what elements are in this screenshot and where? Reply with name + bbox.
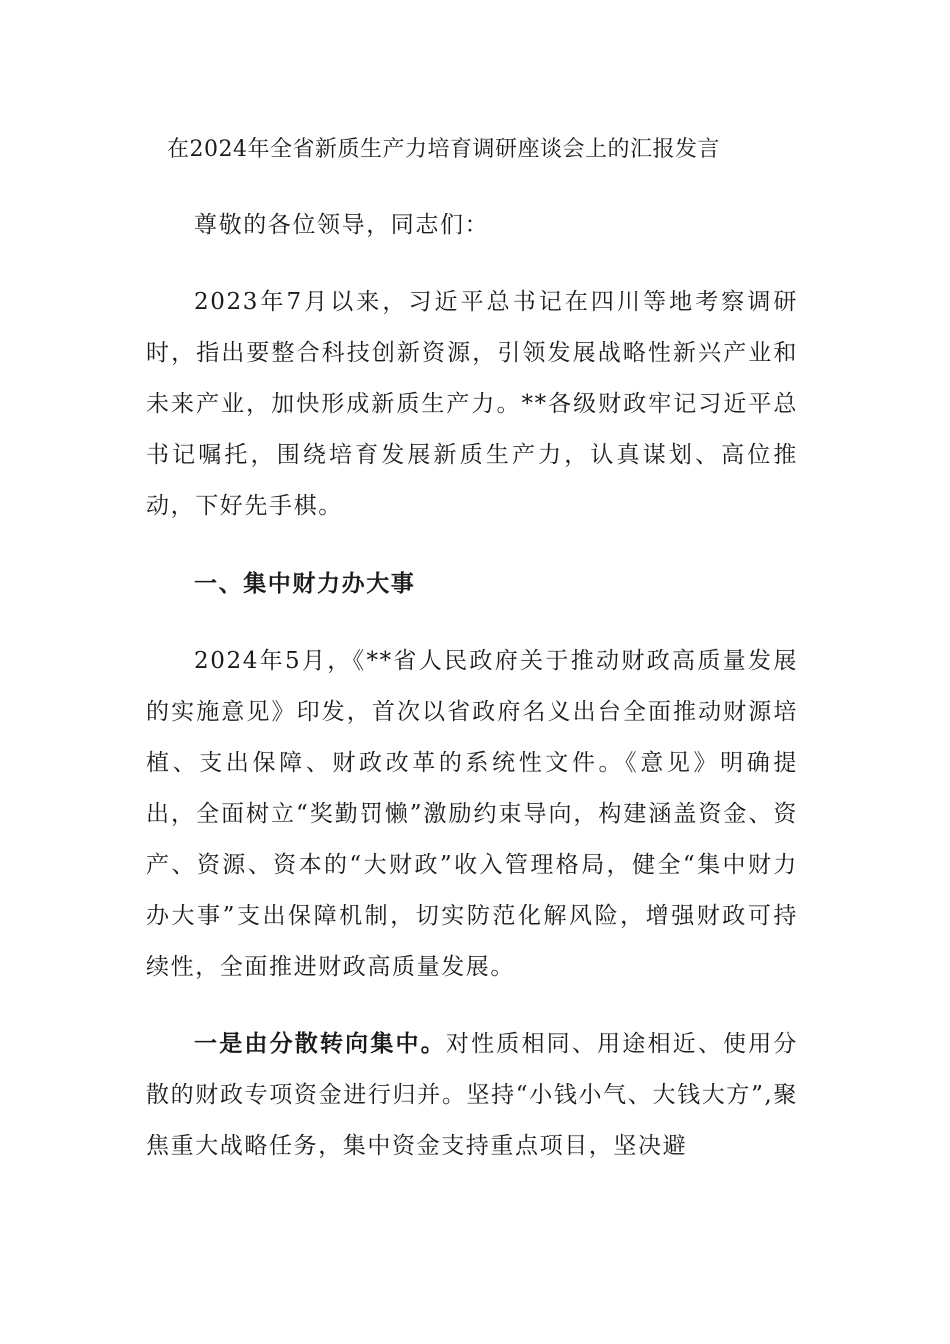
paragraph-section-1: 2024年5月，《**省人民政府关于推动财政高质量发展的实施意见》印发，首次以省政府名义出台全面推动财源培植、支出保障、财政改革的系统性文件。《意见》明确提出，全面树立“奖勤罚懒”激励约束导向，构建涵盖资金、资产、资源、资本的“大财政”收入管理格局，健全“集中财力办大事”支出保障机制，切实防范化解风险，增强财政可持续性，全面推进财政高质量发展。 <box>146 648 798 980</box>
point-1-body: 对性质相同、用途相近、使用分散的财政专项资金进行归并。坚持“小钱小气、大钱大方”,聚焦重大战略任务，集中资金支持重点项目，坚决避 <box>146 1031 799 1159</box>
section-heading-1: 一、集中财力办大事 <box>194 571 416 597</box>
point-1-lead: 一是由分散转向集中。 <box>194 1031 446 1057</box>
paragraph-point-1 <box>146 1019 798 1172</box>
document-title: 在2024年全省新质生产力培育调研座谈会上的汇报发言 <box>167 137 720 162</box>
document-page <box>146 128 798 1172</box>
paragraph-intro: 2023年7月以来，习近平总书记在四川等地考察调研时，指出要整合科技创新资源，引领发展战略性新兴产业和未来产业，加快形成新质生产力。**各级财政牢记习近平总书记嘱托，围绕培育发展新质生产力，认真谋划、高位推动，下好先手棋。 <box>146 289 798 519</box>
salutation: 尊敬的各位领导，同志们： <box>194 212 490 238</box>
